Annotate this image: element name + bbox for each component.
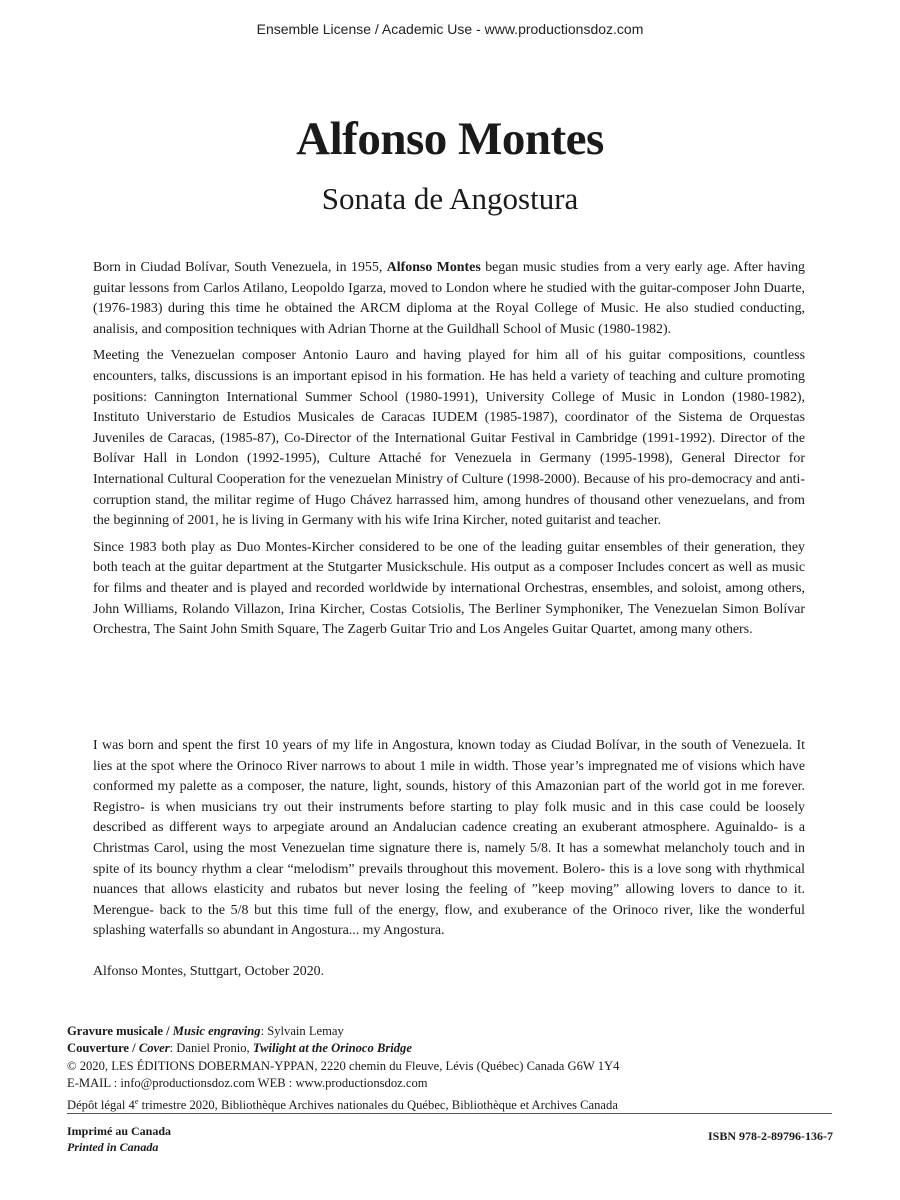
printed-en: Printed in Canada	[67, 1140, 159, 1154]
contact-line: E-MAIL : info@productionsdoz.com WEB : www.productionsdoz.com	[67, 1076, 428, 1091]
program-notes	[93, 736, 805, 983]
cover-credit	[67, 1040, 787, 1057]
work-title: Sonata de Angostura	[321, 181, 579, 216]
credits-block	[67, 1023, 787, 1114]
bio-paragraph-1	[93, 258, 805, 340]
printed-fr: Imprimé au Canada	[67, 1124, 172, 1138]
copyright-line: © 2020, LES ÉDITIONS DOBERMAN-YPPAN, 2220 chemin du Fleuve, Lévis (Québec) Canada G6W 1Y4	[67, 1058, 620, 1073]
notes-paragraph: I was born and spent the first 10 years of my life in Angostura, known today as Ciudad Bolívar, in the south of Venezuela. It lies at the spot where the Orinoco River narrows to about 1 mile in width. Those year’s impregnated me of visions which have conformed my palette as a composer, the nature, light, sounds, history of this Amazonian part of the world got in me forever. Registro- is when musicians try out their instruments before starting to play folk music and in this case could be loosely described as different ways to arpegiate around an Andalucian cadence creating an exuberant atmosphere. Aguinaldo- is a Christmas Carol, using the most Venezuelan time signature there is, namely 5/8. It has a somewhat melancholy touch and in spite of its bouncy rhythm a clear “melodism” prevails throughout this movement. Bolero- this is a love song with rhythmical nuances that allows elasticity and rubatos but never losing the feeling of ”keep moving” allowing lovers to dance to it. Merengue- back to the 5/8 but this time full of the energy, flow, and exuberance of the Orinoco river, like the wonderful splashing waterfalls so abundant in Angostura... my Angostura.	[93, 738, 805, 939]
isbn: ISBN 978-2-89796-136-7	[708, 1129, 833, 1143]
bio-text: Born in Ciudad Bolívar, South Venezuela, in 1955,	[93, 260, 387, 275]
bio-paragraph-3: Since 1983 both play as Duo Montes-Kircher considered to be one of the leading guitar ensembles of their generation, they both teach at the guitar department at the Stutgarter Musickschule. His output as a composer Includes concert as well as music for films and theater and is played and recorded worldwide by international Orchestras, ensembles, and soloist, among others, John Williams, Rolando Villazon, Irina Kircher, Costas Cotsiolis, The Berliner Symphoniker, The Venezuelan Simon Bolívar Orchestra, The Saint John Smith Square, The Zagerb Guitar Trio and Los Angeles Guitar Quartet, among many others.	[93, 539, 805, 638]
engraving-name: : Sylvain Lemay	[260, 1024, 344, 1038]
bio-text: began music studies from a very early age. After having guitar lessons from Carlos Atilano, Leopoldo Igarza, moved to London where he studied with the guitar-composer John Duarte, (1976-1983) during this time he obtained the ARCM diploma at the Royal College of Music. He also studied conducting, analisis, and composition techniques with Adrian Thorne at the Guildhall School of Music (1980-1982).	[93, 260, 805, 337]
engraving-label-en: Music engraving	[172, 1024, 261, 1038]
cover-label-fr: Couverture /	[67, 1041, 139, 1056]
engraving-label-fr: Gravure musicale /	[67, 1024, 173, 1038]
license-header: Ensemble License / Academic Use - www.productionsdoz.com	[256, 21, 644, 37]
cover-label-en: Cover	[138, 1041, 170, 1056]
engraving-credit	[67, 1023, 787, 1040]
cover-work-title: Twilight at the Orinoco Bridge	[252, 1041, 412, 1056]
legal-deposit-line: Dépôt légal 4e trimestre 2020, Bibliothèque Archives nationales du Québec, Bibliothèque et Archives Canada	[67, 1096, 618, 1112]
notes-signature: Alfonso Montes, Stuttgart, October 2020.	[93, 963, 325, 979]
footer-divider	[67, 1113, 832, 1114]
bio-composer-name: Alfonso Montes	[386, 260, 481, 275]
composer-name: Alfonso Montes	[296, 113, 604, 165]
biography	[93, 258, 805, 647]
printed-in	[67, 1123, 171, 1155]
cover-name: : Daniel Pronio,	[169, 1041, 253, 1056]
bio-paragraph-2: Meeting the Venezuelan composer Antonio Lauro and having played for him all of his guitar compositions, countless encounters, talks, discussions is an important episod in his formation. He has held a variety of teaching and culture promoting positions: Cannington International Summer School (1980-1991), University College of Music in London (1980-1982), Instituto Universtario de Estudios Musicales de Caracas IUDEM (1985-1987), coordinator of the Sistema de Orquestas Juveniles de Caracas, (1985-87), Co-Director of the International Guitar Festival in Cambridge (1991-1992). Director of the Bolívar Hall in London (1992-1995), Culture Attaché for Venezuela in Germany (1995-1998), General Director for International Cultural Cooperation for the venezuelan Ministry of Culture (1998-2000). Because of his pro-democracy and anti-corruption stand, the militar regime of Hugo Chávez harrassed him, among hundres of thousand other venezuelans, and from the beginning of 2001, he is living in Germany with his wife Irina Kircher, noted guitarist and teacher.	[93, 348, 805, 529]
